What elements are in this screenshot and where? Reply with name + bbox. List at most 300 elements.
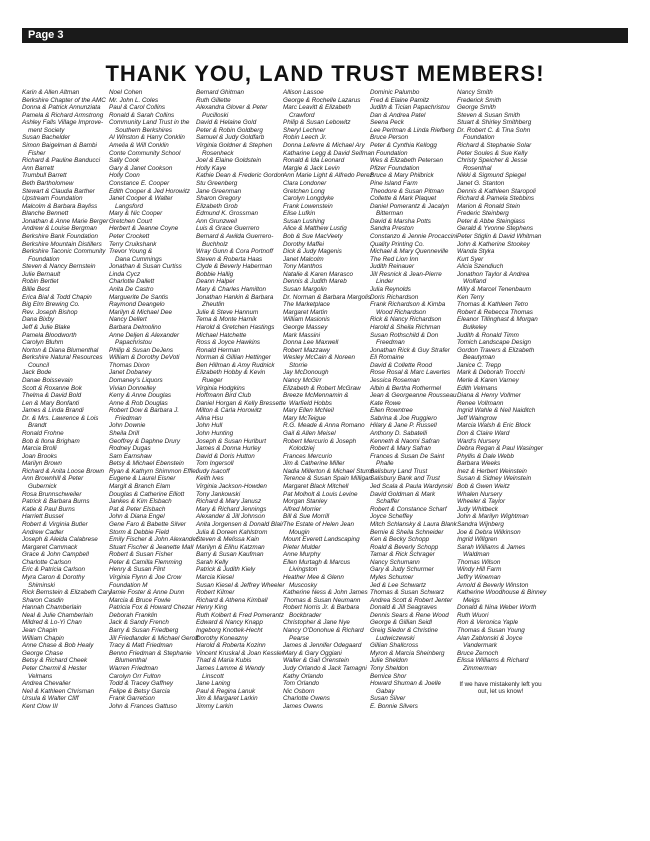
- member-name: Emily Fischer & John Alexander: [109, 536, 199, 544]
- member-name: Norton & Diana Blumenthal: [22, 346, 99, 354]
- member-name: Charlotte Dallett: [109, 278, 155, 286]
- member-name-continuation: Rosenheck: [202, 149, 234, 157]
- member-name: James Lamme & Wendy: [196, 664, 265, 672]
- member-name: Barbara Delmolino: [109, 323, 162, 331]
- member-name: Elizabeth Grob: [196, 202, 238, 210]
- member-name: Susan Margolin: [283, 286, 327, 294]
- member-name: Beth Bartholomew: [22, 179, 74, 187]
- member-name: Susan & Sidney Weinstein: [457, 475, 532, 483]
- member-name: Allison Lassoe: [283, 89, 324, 96]
- member-name: Andrea Chevalier: [22, 680, 71, 688]
- member-name: Virginia Goldner & Stephen: [196, 142, 273, 150]
- member-name: Joseph & Susan Hurlburt: [196, 437, 267, 445]
- member-name: Mary & Nic Cooper: [109, 210, 163, 218]
- member-name: David & Doris Hutton: [196, 452, 255, 460]
- member-name: Dennis & Kathleen Staropoli: [457, 187, 536, 195]
- member-name: George Smith: [457, 104, 496, 112]
- member-name: Judith & Tician Papachristou: [370, 104, 450, 112]
- member-name: Judith Reinauer: [370, 263, 415, 271]
- member-name: Milly & Marcel Tenenbaum: [457, 286, 531, 294]
- member-name: Richard & Mary Janusz: [196, 498, 262, 506]
- member-name: E. Bonnie Silvers: [370, 702, 418, 710]
- member-name: Grace & John Campbell: [22, 551, 89, 559]
- member-name: Mary & Charles Hamilton: [196, 286, 266, 294]
- member-name: Felipe & Betsy Garcia: [109, 687, 170, 695]
- member-name: Susan Kiesel & Jeffrey Wheeler: [196, 581, 285, 589]
- member-name-continuation: Bulkeley: [463, 323, 487, 331]
- member-name: Howard Shuman & Joelle: [370, 680, 442, 688]
- member-name: Richard & Pauline Banducci: [22, 157, 101, 165]
- member-name: Ingrid Willgren: [457, 536, 498, 544]
- member-name: Jean Chapin: [22, 627, 58, 635]
- member-name: Jane Greenman: [196, 187, 242, 195]
- member-name: Sharon Gregory: [196, 195, 241, 203]
- member-name: Anthony D. Sabatelli: [370, 430, 428, 438]
- member-name: Thomas & Susan Neumann: [283, 596, 361, 604]
- member-name: Luis & Grace Guerrero: [196, 225, 260, 233]
- member-name: Kerry & Anne Douglas: [109, 392, 172, 400]
- member-name: Thad & Maria Kubis: [196, 657, 252, 665]
- member-name: Bruce & Mary Philbrick: [370, 172, 434, 180]
- member-name: Richard & Athena Kimball: [196, 596, 268, 604]
- member-name: Debra Regan & Paul Wasinger: [457, 445, 543, 453]
- member-name: Kent Clow III: [22, 702, 58, 710]
- member-name: Robin Leech Jr.: [283, 134, 327, 142]
- member-name: Richard & Stephanie Solar: [457, 142, 532, 150]
- member-name: Virginia Jackson-Howden: [196, 483, 267, 491]
- member-name: Steven & Susan Smith: [457, 111, 521, 119]
- member-name: Thomas & Susan Schwarz: [370, 589, 445, 597]
- member-name: Tomich Landscape Design: [457, 339, 531, 347]
- member-name: Heather Mee & Glenn: [283, 574, 344, 581]
- member-name-continuation: Southern Berkshires: [115, 126, 173, 134]
- member-name: Dennis Sears & Rene Wood: [370, 611, 449, 619]
- member-name: Peter & Cynthia Kellogg: [370, 142, 437, 150]
- member-name: Christy Speicher & Jesse: [457, 157, 528, 165]
- member-name: Hannah Chamberlain: [22, 604, 82, 612]
- member-name: Gail & Allen Meisel: [283, 430, 336, 438]
- member-name: Collette & Mark Plaquet: [370, 195, 437, 203]
- member-name: Rev. Joseph Bishop: [22, 308, 78, 316]
- member-name: Robert & Susan Fisher: [109, 551, 173, 559]
- member-name: Deborah Franklin: [109, 611, 158, 619]
- member-column-6: [457, 89, 547, 696]
- member-name: Bernard Ghitman: [196, 89, 244, 96]
- member-name: Jay McDonough: [283, 369, 329, 377]
- member-name: Inez & Herbert Weinstein: [457, 467, 527, 475]
- member-column-2: [109, 89, 199, 710]
- member-name-continuation: Warfield Hobbs: [289, 399, 332, 407]
- member-name: Marcia & Bruce Fowle: [109, 596, 171, 604]
- member-name: Harriett Bussel: [22, 513, 64, 521]
- member-name: Frances & Susan De Saint: [370, 452, 445, 460]
- member-name: Bruce Zernoch: [457, 649, 499, 657]
- member-name: Mary Ellen McNeil: [283, 407, 334, 415]
- member-name: Benno Friedman & Stephanie: [109, 649, 192, 657]
- member-name: Ward's Nursery: [457, 437, 501, 445]
- member-name: Sarah Williams & James: [457, 543, 526, 551]
- member-name: Mark Massini: [283, 331, 321, 339]
- member-name: Alexander & Jill Johnson: [196, 513, 265, 521]
- member-name: Pat & Peter Elsbach: [109, 505, 166, 513]
- member-name: Whalen Nursery: [457, 490, 503, 498]
- member-name: Sabrina & Joe Ruggiero: [370, 414, 437, 422]
- member-name: Pieter Mulder: [283, 543, 321, 551]
- member-name: Anne Murphy: [283, 551, 321, 559]
- member-name: Dorothy Koneazny: [196, 634, 248, 642]
- member-name: Robert Kilmer: [196, 589, 235, 597]
- member-name: Rick & Nancy Richardson: [370, 316, 442, 324]
- member-name: Tema & Monte Harnik: [196, 316, 257, 324]
- member-name-continuation: Bitterman: [376, 210, 403, 218]
- member-name: Doris Richardson: [370, 293, 419, 301]
- member-name: Malcolm & Barbara Bayliss: [22, 202, 98, 210]
- member-name: Pamela & Richard Armstrong: [22, 111, 104, 119]
- member-name: Carolyn Orr Fulton: [109, 672, 161, 680]
- member-name: Marilyn & Michael Dee: [109, 308, 172, 316]
- member-name: Bob & Gwen Weitz: [457, 483, 510, 491]
- member-name: Erica Bial & Todd Chapin: [22, 293, 92, 301]
- member-name: Foundation M: [109, 581, 148, 589]
- member-name: Betsy & Richard Cheek: [22, 657, 88, 665]
- member-name: Salisbury Bank and Trust: [370, 475, 440, 483]
- member-name: Ellen Murtagh & Marcus: [283, 558, 351, 566]
- member-name-continuation: Meigs: [463, 596, 480, 604]
- member-name: Don & Claire Ward: [457, 430, 510, 438]
- member-name-continuation: Foundation: [463, 134, 495, 142]
- member-name: Jeffry Wineman: [457, 574, 501, 581]
- member-name: Scott & Roxanne Bok: [22, 384, 82, 392]
- member-name: Arnold & Beverly Winston: [457, 581, 529, 589]
- member-name: Dominic Palumbo: [370, 89, 420, 96]
- member-name: Todd & Tracey Gaffney: [109, 680, 174, 688]
- member-name: Rick Bernstein & Elizabeth Cary: [22, 589, 112, 597]
- member-name: Pfizer Foundation: [370, 164, 420, 172]
- member-name: Christopher & Jane Nye: [283, 619, 350, 627]
- member-name: Charlotte Owens: [283, 695, 330, 703]
- member-name: Thomas & Susan Young: [457, 627, 525, 635]
- member-name-continuation: Mougin: [289, 528, 310, 536]
- member-name: Margaret Cammack: [22, 543, 78, 551]
- member-name: Jed & Lee Schwartz: [370, 581, 427, 589]
- member-name: John & Frances Gattuso: [109, 702, 177, 710]
- member-name: David & Collette Rood: [370, 361, 432, 369]
- member-name: Alina Hsu: [196, 414, 223, 422]
- member-name: Katharine Legg & David Seifman: [283, 149, 375, 157]
- member-name: Pat Molholt & Louis Levine: [283, 490, 358, 498]
- member-name-continuation: Buchholz: [202, 240, 228, 248]
- member-name: Sharon Casdin: [22, 596, 64, 604]
- member-name: Donald & Jill Seagraves: [370, 604, 437, 612]
- member-name: Barry & Susan Kaufman: [196, 551, 264, 559]
- member-name: Harold & Sheila Richman: [370, 323, 441, 331]
- member-name: Katie & Paul Burns: [22, 505, 75, 513]
- member-name: Myles Schumer: [370, 574, 414, 581]
- member-name: Patrick & Barbara Burns: [22, 498, 90, 506]
- member-name: Janet Cooper & Walter: [109, 195, 173, 203]
- member-name: Janet G. Stanton: [457, 179, 505, 187]
- member-name: Ross & Joyce Hawkins: [196, 339, 261, 347]
- member-name: Frances Mercurio: [283, 452, 332, 460]
- member-name: Ron & Veronica Yaple: [457, 619, 519, 627]
- member-name: Katherine Ness & John James: [283, 589, 368, 597]
- member-name-continuation: Linder: [376, 278, 394, 286]
- member-name: John Downie: [109, 422, 146, 430]
- member-name: Mary & Richard Jennings: [196, 505, 267, 513]
- member-name: Jonathan Hankin & Barbara: [196, 293, 274, 301]
- member-name: Edmund K. Grossman: [196, 210, 258, 218]
- member-name: Judy Isacoff: [196, 467, 230, 475]
- member-name-continuation: Pucilloski: [202, 111, 229, 119]
- member-name-continuation: ment Society: [28, 126, 65, 134]
- member-name: Judy Whitbeck: [457, 505, 498, 513]
- member-name: James & Donna Hurley: [196, 445, 261, 453]
- member-name: Edith Cooper & Jed Horowitz: [109, 187, 190, 195]
- member-name: Mitch Schlansky & Laura Blank: [370, 520, 457, 528]
- member-name: Marcia Kiesel: [196, 574, 234, 581]
- member-name: Donna Lefevre & Michael Ary: [283, 142, 365, 150]
- member-name: Joan Brooks: [22, 452, 58, 460]
- member-name: Anne Deljen & Alexander: [109, 331, 180, 339]
- member-name: Margit & Branch Elam: [109, 483, 171, 491]
- member-name: Steven & Nancy Bernstein: [22, 263, 96, 271]
- member-name: Linda Cycz: [109, 270, 141, 278]
- member-name-continuation: Linscott: [202, 672, 224, 680]
- member-name: Gretchen Long: [283, 187, 325, 195]
- member-name: Paul & Carol Collins: [109, 104, 165, 112]
- member-name: Trevor Young &: [109, 248, 153, 256]
- member-name-continuation: Wood Richardson: [376, 308, 427, 316]
- member-name: The Estate of Helen Jean: [283, 520, 355, 528]
- member-name: Lee Perlman & Linda Riefberg: [370, 126, 455, 134]
- member-name: Betsy & Michael Ebenstein: [109, 460, 184, 468]
- member-name: Keith Ives: [196, 475, 224, 483]
- member-name: Jane Laning: [196, 680, 231, 688]
- member-name: Rose Rosal & Marc Lavertes: [370, 369, 451, 377]
- member-name: Jankes & Kim Elsbach: [109, 498, 172, 506]
- member-name: Frank Garretson: [109, 695, 155, 703]
- member-name: Ann Marie Light & Alfredo Perez: [283, 172, 373, 180]
- member-name: Constance E. Cooper: [109, 179, 170, 187]
- member-name: Wheeler & Taylor: [457, 498, 506, 506]
- member-name: Bernie & Sheila Schneider: [370, 528, 444, 536]
- member-name: Sandra Preston: [370, 225, 414, 233]
- member-name: Kate Rowe: [370, 399, 401, 407]
- member-name: Upstream Foundation: [22, 195, 83, 203]
- member-name-continuation: Foundation: [376, 149, 408, 157]
- member-name: Anita Jorgensen & Donald Blair: [196, 520, 284, 528]
- member-name: Bernice Shor: [370, 672, 407, 680]
- member-name: James & Jennifer Odegaard: [283, 642, 362, 650]
- member-name: Natalie & Karen Marasco: [283, 270, 353, 278]
- member-name: Julie & Steve Hannum: [196, 308, 259, 316]
- member-name-continuation: Storrie: [289, 361, 308, 369]
- member-name: Virginia Hodgkins: [196, 384, 245, 392]
- member-name: Diana & Henry Vollmer: [457, 392, 521, 400]
- member-name: John & Diana Engel: [109, 513, 165, 521]
- member-name-continuation: Gabay: [376, 687, 395, 695]
- member-name: Dana Bixby: [22, 316, 55, 324]
- member-name: Berkshire Taconic Community: [22, 248, 106, 256]
- member-name: Jonathan & Anne Marie Berger: [22, 217, 109, 225]
- member-name: Community Land Trust in the: [109, 119, 190, 127]
- member-name: Marilyn Brown: [22, 460, 62, 468]
- member-name: Robert Dow & Barbara J.: [109, 407, 179, 415]
- member-name-continuation: Shiminski: [28, 581, 55, 589]
- member-name: Mark & Deborah Trocchi: [457, 369, 525, 377]
- member-name: Holly Kaye: [196, 164, 227, 172]
- member-name: John & Marilyn Wightman: [457, 513, 529, 521]
- member-name: Jonathon Taylor & Andrea: [457, 270, 530, 278]
- member-name-continuation: Crawford: [289, 111, 315, 119]
- member-name: Berkshire Natural Resources: [22, 354, 103, 362]
- member-name: Philip & Susan Lebowitz: [283, 119, 351, 127]
- member-name: William Masionis: [283, 316, 330, 324]
- member-name: Joe & Debra Wilkinson: [457, 528, 521, 536]
- member-name: Jonathan & Susan Curtiss: [109, 263, 182, 271]
- member-name: Tony Jankowski: [196, 490, 241, 498]
- member-name: Roald & Beverly Schopp: [370, 543, 439, 551]
- member-name: The Marketplace: [283, 301, 330, 309]
- member-name: Jim & Margaret Larkin: [196, 695, 258, 703]
- member-name: Ronald Herman: [196, 346, 241, 354]
- member-name: Jeff & Julie Blake: [22, 323, 71, 331]
- member-name: Elizabeth & Robert McGraw: [283, 384, 361, 392]
- member-name: Barbara Weeks: [457, 460, 501, 468]
- member-name: Ingrid Wahle & Neil Naiditch: [457, 407, 536, 415]
- member-name-continuation: Gubernick: [28, 483, 57, 491]
- member-name: Ryan & Kathyrn Shimmon Effler: [109, 467, 198, 475]
- member-name: Marcia Walsh & Eric Block: [457, 422, 531, 430]
- member-name: Ursula & Walter Cliff: [22, 695, 79, 703]
- member-name: Margaret Black Mitchell: [283, 483, 349, 491]
- member-name: Myra Caron & Dorothy: [22, 574, 85, 581]
- member-name: Andrew & Louise Bergman: [22, 225, 97, 233]
- member-name-continuation: Papachristou: [115, 339, 152, 347]
- member-name: Mary & Gary Oggiani: [283, 649, 342, 657]
- member-name: Hoffmann Bird Club: [196, 392, 251, 400]
- member-name: Jimmy Larkin: [196, 702, 234, 710]
- member-name: Ruth Kolbert & Fred Pomerantz: [196, 611, 284, 619]
- member-name: Anita De Castro: [109, 286, 154, 294]
- member-name-continuation: Council: [28, 361, 49, 369]
- member-name: Anne Chase & Bob Healy: [22, 642, 94, 650]
- member-name: Alice & Matthew Lustig: [283, 225, 347, 233]
- member-name: Andrea Scott & Robert Jenter: [370, 596, 453, 604]
- member-name: Donald & Nina Weber Worth: [457, 604, 537, 612]
- member-name: Nancy Smith: [457, 89, 493, 96]
- member-name: Constanzo & Jennie Procaccini: [370, 232, 458, 240]
- member-name: Salisbury Land Trust: [370, 467, 428, 475]
- member-name: Patrick & Judith Kiely: [196, 566, 256, 574]
- member-name: Ronald Frohne: [22, 430, 64, 438]
- member-name-continuation: Rueger: [202, 376, 223, 384]
- member-name: Julie Bernault: [22, 270, 61, 278]
- member-name: Philip & Susan DeJens: [109, 346, 174, 354]
- member-name-continuation: Waldman: [463, 551, 490, 559]
- member-name: Sheila Drill: [109, 430, 140, 438]
- member-name: Tom Ingersoll: [196, 460, 234, 468]
- member-name: Neil & Kathleen Chrisman: [22, 687, 95, 695]
- member-name: Kathy Orlando: [283, 672, 324, 680]
- member-name: Berkshire Bank Foundation: [22, 232, 98, 240]
- member-name: Clara Londoner: [283, 179, 327, 187]
- member-name: Joel & Elaine Goldstein: [196, 157, 262, 165]
- member-name: Ruth Gillette: [196, 96, 231, 104]
- member-name: Henry King: [196, 604, 228, 612]
- member-name: Thelma & David Bold: [22, 392, 82, 400]
- member-name: Susan Rothschild & Don: [370, 331, 439, 339]
- member-name: Jed Scala & Paula Wardynski: [370, 483, 453, 491]
- member-name: George & Rochelle Lazarus: [283, 96, 361, 104]
- member-name: Marion & Ronald Stein: [457, 202, 521, 210]
- member-name: Richard & Anita Loose Brown: [22, 467, 105, 475]
- member-column-1: [22, 89, 112, 710]
- member-name: Eric & Patricia Carlson: [22, 566, 85, 574]
- member-name: Renee Vollmann: [457, 399, 504, 407]
- member-name-continuation: Dana Cummings: [115, 255, 162, 263]
- member-name: Dick & Judy Magenis: [283, 248, 342, 256]
- member-name-continuation: Velmans: [28, 672, 53, 680]
- omission-note-line-2: out, let us know!: [477, 688, 524, 696]
- member-name: Marguerite De Santis: [109, 293, 169, 301]
- member-name: Susan Bachelder: [22, 134, 70, 142]
- member-name: Stuart Fischer & Jeanette Mall: [109, 543, 194, 551]
- member-name: Dennis & Judith Mareb: [283, 278, 347, 286]
- member-name: Wray Gunn & Cora Portnoff: [196, 248, 273, 256]
- member-name: Judith & Ronald Timm: [457, 331, 519, 339]
- member-name: Nic Osborn: [283, 687, 315, 695]
- member-name: Nikki & Sigmund Spiegel: [457, 172, 526, 180]
- member-name: Rodney Dugas: [109, 445, 151, 453]
- member-name: Simon Baigelman & Bambi: [22, 142, 97, 150]
- member-name: Geoffrey & Daphne Drury: [109, 437, 181, 445]
- member-name: Henry & Susan Flint: [109, 566, 165, 574]
- member-name: Walter & Gail Orenstein: [283, 657, 350, 665]
- member-name: Ingeborg Knottek-Hecht: [196, 627, 263, 635]
- member-name: Patricia Fox & Howard Chezar: [109, 604, 194, 612]
- member-name: Bobbie Hallig: [196, 270, 234, 278]
- member-name: Frank Lowenstein: [283, 202, 333, 210]
- member-name-continuation: Schaffer: [376, 498, 400, 506]
- member-name: Al Winston & Harry Conklin: [109, 134, 185, 142]
- member-name: George & Gillian Seidl: [370, 619, 432, 627]
- member-name: Bob & Ilona Brigham: [22, 437, 80, 445]
- member-name: Bruce Person: [370, 134, 409, 142]
- member-name: Sally Cook: [109, 157, 140, 165]
- member-name: Paul & Regina Lanuk: [196, 687, 256, 695]
- member-name: Elise Lufkin: [283, 210, 316, 218]
- member-name: Dr. Robert C. & Tina Sohn: [457, 126, 531, 134]
- member-name: Milton & Carla Horowitz: [196, 407, 262, 415]
- member-name: Samuel & Judy Goldfarb: [196, 134, 265, 142]
- member-name: Judy Orlando & Jack Tamagni: [283, 664, 367, 672]
- member-name: Rosa Brunnschweiler: [22, 490, 82, 498]
- member-name: Merle & Karen Varney: [457, 376, 519, 384]
- member-name: Richard & Pamela Stebbins: [457, 195, 535, 203]
- member-name-continuation: Muscosky: [289, 581, 317, 589]
- member-name: Alexandra Glover & Peter: [196, 104, 268, 112]
- member-name: Ann Brownhill & Peter: [22, 475, 84, 483]
- member-name: Frederic Steinberg: [457, 210, 509, 218]
- member-name: Quality Printing Co.: [370, 240, 425, 248]
- member-name: Robert & Mary Safran: [370, 445, 431, 453]
- member-name: Gene Faro & Babette Silver: [109, 520, 187, 528]
- member-name: Charlotte Carlson: [22, 558, 71, 566]
- member-name: Eugene & Laurel Eisner: [109, 475, 176, 483]
- member-name: Ann Barrett: [22, 164, 54, 172]
- member-name: Julia & Doreen Kahlstrom: [196, 528, 268, 536]
